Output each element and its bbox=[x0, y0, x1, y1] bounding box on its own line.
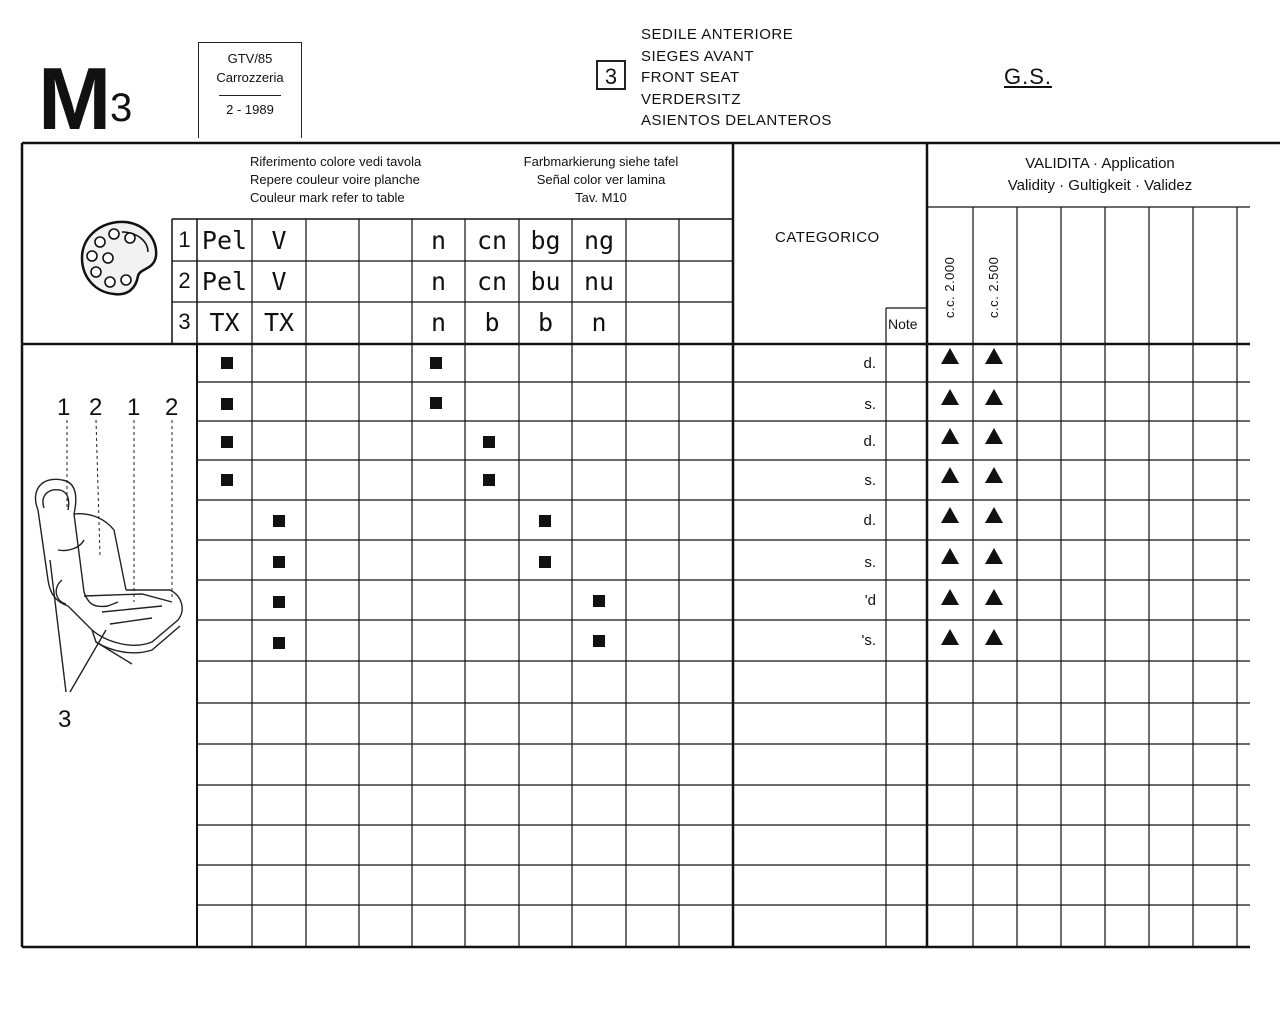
side-label: s. bbox=[864, 472, 876, 489]
categorico-header: CATEGORICO bbox=[775, 229, 880, 246]
validity-mark bbox=[941, 467, 959, 483]
color-code: TX bbox=[209, 308, 240, 337]
color-palette-icon bbox=[78, 218, 160, 298]
validity-mark bbox=[985, 548, 1003, 564]
title-de: VERDERSITZ bbox=[641, 90, 742, 108]
validity-mark bbox=[985, 467, 1003, 483]
catalog-code-letter: M bbox=[38, 49, 108, 148]
color-ref-de: Farbmarkierung siehe tafel bbox=[523, 154, 679, 169]
color-mark bbox=[221, 436, 233, 448]
callout-1: 1 bbox=[127, 394, 141, 421]
title-it: SEDILE ANTERIORE bbox=[641, 26, 794, 43]
side-label: d. bbox=[863, 355, 876, 372]
color-mark bbox=[483, 474, 495, 486]
validity-mark bbox=[985, 589, 1003, 605]
side-label: 'd bbox=[864, 592, 876, 609]
color-code: V bbox=[271, 226, 287, 255]
color-code: Pel bbox=[201, 226, 248, 255]
side-label: s. bbox=[864, 396, 876, 413]
validity-mark bbox=[985, 348, 1003, 364]
validity-mark bbox=[941, 428, 959, 444]
side-label: d. bbox=[863, 512, 876, 529]
color-row-number: 2 bbox=[178, 268, 191, 293]
callout-2: 2 bbox=[165, 394, 179, 421]
color-code: n bbox=[591, 308, 607, 337]
color-code: b bbox=[537, 308, 554, 337]
color-mark bbox=[221, 357, 233, 369]
color-code: n bbox=[430, 226, 447, 255]
color-mark bbox=[483, 436, 495, 448]
color-ref-en: Couleur mark refer to table bbox=[250, 190, 405, 205]
color-mark bbox=[593, 635, 605, 647]
color-code: n bbox=[430, 267, 447, 296]
color-row-number: 1 bbox=[178, 227, 191, 252]
front-seat-illustration bbox=[22, 380, 197, 740]
color-ref-fr: Repere couleur voire planche bbox=[250, 172, 420, 187]
color-mark bbox=[430, 397, 442, 409]
callout-1: 1 bbox=[57, 394, 71, 421]
model-name: GTV/85 bbox=[227, 51, 273, 66]
validity-header bbox=[940, 153, 1260, 197]
color-code: nu bbox=[583, 267, 615, 296]
color-mark bbox=[273, 596, 285, 608]
color-code: bg bbox=[530, 226, 561, 255]
validity-mark bbox=[941, 629, 959, 645]
validity-mark bbox=[985, 507, 1003, 523]
callout-2: 2 bbox=[89, 394, 103, 421]
color-mark bbox=[221, 398, 233, 410]
color-code: bu bbox=[530, 267, 561, 296]
side-label: 's. bbox=[861, 632, 876, 649]
validity-col-2500: c.c. 2.500 bbox=[986, 256, 1001, 318]
validity-mark bbox=[985, 389, 1003, 405]
color-mark bbox=[273, 637, 285, 649]
color-code: Pel bbox=[201, 267, 248, 296]
color-mark bbox=[539, 515, 551, 527]
side-label: s. bbox=[864, 554, 876, 571]
validity-mark bbox=[941, 548, 959, 564]
validity-sub-label: Validity · Gultigkeit · Validez bbox=[1007, 177, 1193, 194]
group-number-box: 3 bbox=[596, 60, 626, 90]
validity-mark bbox=[985, 428, 1003, 444]
side-label: d. bbox=[863, 433, 876, 450]
validity-mark bbox=[941, 389, 959, 405]
title-en: FRONT SEAT bbox=[641, 69, 740, 86]
note-header: Note bbox=[888, 316, 918, 332]
gs-label: G.S. bbox=[1004, 64, 1053, 89]
validita-label: VALIDITA · Application bbox=[1025, 155, 1175, 172]
color-mark bbox=[273, 515, 285, 527]
validity-col-2000: c.c. 2.000 bbox=[942, 256, 957, 318]
color-code: cn bbox=[476, 226, 508, 255]
validity-mark bbox=[941, 507, 959, 523]
issue-date: 2 - 1989 bbox=[226, 102, 274, 117]
section-name: Carrozzeria bbox=[216, 70, 284, 85]
color-mark bbox=[221, 474, 233, 486]
color-reference-right bbox=[503, 153, 699, 207]
color-mark bbox=[539, 556, 551, 568]
color-code: cn bbox=[476, 267, 508, 296]
title-fr: SIEGES AVANT bbox=[641, 47, 754, 65]
validity-mark bbox=[941, 589, 959, 605]
color-mark bbox=[593, 595, 605, 607]
color-code: n bbox=[430, 308, 447, 337]
color-ref-it: Riferimento colore vedi tavola bbox=[250, 154, 422, 169]
color-mark bbox=[430, 357, 442, 369]
color-code: V bbox=[271, 267, 287, 296]
color-code: b bbox=[484, 308, 500, 337]
callout-3: 3 bbox=[58, 706, 72, 733]
color-mark bbox=[273, 556, 285, 568]
catalog-code-number: 3 bbox=[110, 86, 133, 130]
color-ref-table: Tav. M10 bbox=[575, 190, 627, 205]
validity-mark bbox=[985, 629, 1003, 645]
validity-mark bbox=[941, 348, 959, 364]
color-code: ng bbox=[583, 226, 615, 255]
color-row-number: 3 bbox=[178, 309, 191, 334]
title-es: ASIENTOS DELANTEROS bbox=[641, 112, 832, 129]
color-ref-es: Señal color ver lamina bbox=[536, 172, 666, 187]
color-code: TX bbox=[263, 308, 295, 337]
color-reference-left bbox=[250, 153, 421, 207]
